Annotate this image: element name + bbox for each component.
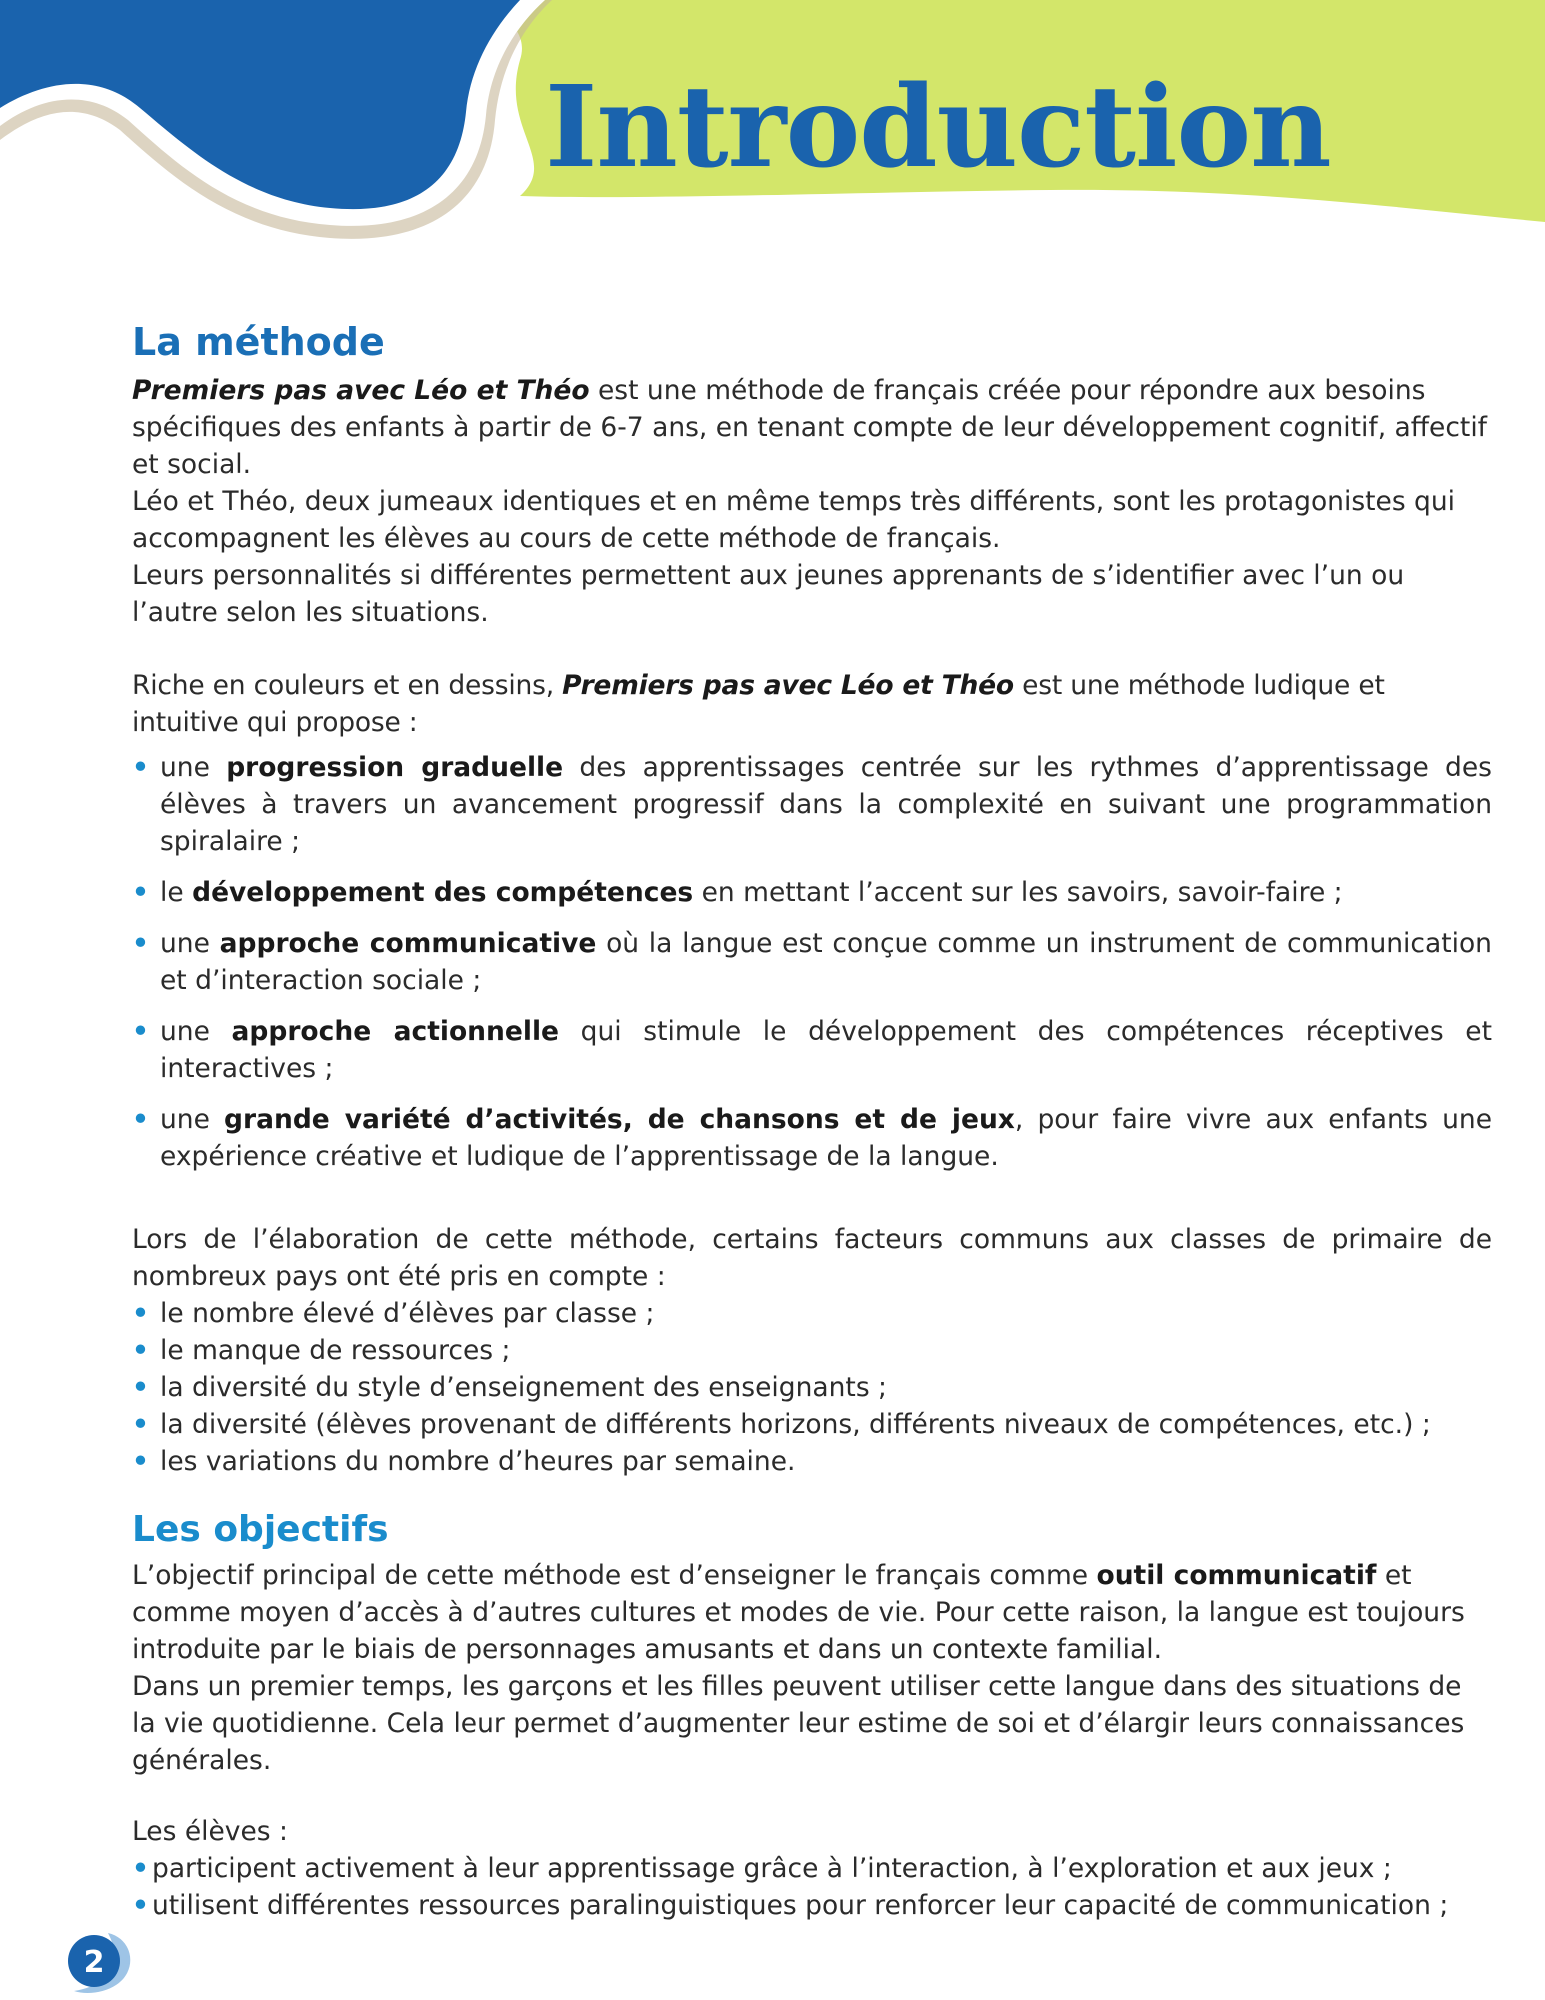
bullet-icon: • bbox=[132, 751, 149, 783]
list-item: • une grande variété d’activités, de chansons et de jeux, pour faire vivre aux enfants une expérience créative et ludique de l’apprentissage de la langue. bbox=[132, 1101, 1492, 1175]
bullet-icon: • bbox=[132, 1015, 149, 1047]
list-item: • le manque de ressources ; bbox=[132, 1332, 1492, 1369]
main-content bbox=[132, 320, 1492, 1924]
section-heading-objectifs: Les objectifs bbox=[132, 1508, 389, 1550]
list-item: • les variations du nombre d’heures par semaine. bbox=[132, 1443, 1492, 1480]
bullet-icon: • bbox=[132, 1297, 149, 1329]
list-item: • participent activement à leur apprentissage grâce à l’interaction, à l’exploration et aux jeux ; bbox=[132, 1850, 1492, 1887]
bullet-icon: • bbox=[132, 1445, 149, 1477]
paragraph-text: est une méthode de français créée pour répondre aux besoins spécifiques des enfants à partir de 6-7 ans, en tenant compte de leur développement cognitif, affectif et social. bbox=[132, 374, 1488, 480]
page-title: Introduction bbox=[545, 62, 1331, 193]
paragraph-proposition bbox=[132, 667, 1492, 741]
bullet-icon: • bbox=[132, 1103, 149, 1135]
bullet-icon: • bbox=[132, 1334, 149, 1366]
paragraph-objective: L’objectif principal de cette méthode est d’enseigner le français comme outil communicatif et comme moyen d’accès à d’autres cultures et modes de vie. Pour cette raison, la langue est toujours introduite par le biais de personnages amusants et dans un contexte familial. bbox=[132, 1559, 1465, 1665]
list-item: • une approche actionnelle qui stimule le développement des compétences réceptives et interactives ; bbox=[132, 1013, 1492, 1087]
paragraph-personalities: Leurs personnalités si différentes permettent aux jeunes apprenants de s’identifier avec l’un ou l’autre selon les situations. bbox=[132, 559, 1405, 628]
paragraph-text: Riche en couleurs et en dessins, bbox=[132, 669, 563, 701]
paragraph-twins: Léo et Théo, deux jumeaux identiques et en même temps très différents, sont les protagonistes qui accompagnent les élèves au cours de cette méthode de français. bbox=[132, 485, 1456, 554]
paragraph-students: Les élèves : bbox=[132, 1815, 288, 1847]
bullet-icon: • bbox=[132, 927, 149, 959]
list-item: • la diversité du style d’enseignement des enseignants ; bbox=[132, 1369, 1492, 1406]
paragraph-factors-intro: Lors de l’élaboration de cette méthode, certains facteurs communs aux classes de primaire de nombreux pays ont été pris en compte : bbox=[132, 1223, 1492, 1292]
page-number-badge bbox=[30, 1925, 140, 1995]
list-item: • une progression graduelle des apprentissages centrée sur les rythmes d’apprentissage des élèves à travers un avancement progressif dans la complexité en suivant une programmation spiralaire ; bbox=[132, 749, 1492, 860]
factors-list bbox=[132, 1295, 1492, 1480]
list-item: • la diversité (élèves provenant de différents horizons, différents niveaux de compétences, etc.) ; bbox=[132, 1406, 1492, 1443]
list-item: • le développement des compétences en mettant l’accent sur les savoirs, savoir-faire ; bbox=[132, 874, 1492, 911]
students-list bbox=[132, 1850, 1492, 1924]
paragraph-text: est une méthode ludique et intuitive qui propose : bbox=[132, 669, 1385, 738]
page-number: 2 bbox=[83, 1945, 105, 1980]
section-heading-methode: La méthode bbox=[132, 320, 385, 364]
list-item: • une approche communicative où la langue est conçue comme un instrument de communication et d’interaction sociale ; bbox=[132, 925, 1492, 999]
paragraph-first-step: Dans un premier temps, les garçons et les filles peuvent utiliser cette langue dans des situations de la vie quotidienne. Cela leur permet d’augmenter leur estime de soi et d’élargir leurs connaissances générales. bbox=[132, 1670, 1465, 1776]
bullet-icon: • bbox=[132, 876, 149, 908]
book-title: Premiers pas avec Léo et Théo bbox=[132, 374, 590, 406]
features-list bbox=[132, 749, 1492, 1175]
list-item: • le nombre élevé d’élèves par classe ; bbox=[132, 1295, 1492, 1332]
bullet-icon: • bbox=[132, 1408, 149, 1440]
paragraph-intro bbox=[132, 372, 1492, 483]
bullet-icon: • bbox=[132, 1852, 149, 1884]
book-title: Premiers pas avec Léo et Théo bbox=[562, 669, 1014, 701]
list-item: • utilisent différentes ressources paralinguistiques pour renforcer leur capacité de communication ; bbox=[132, 1887, 1492, 1924]
bullet-icon: • bbox=[132, 1371, 149, 1403]
bullet-icon: • bbox=[132, 1889, 149, 1921]
